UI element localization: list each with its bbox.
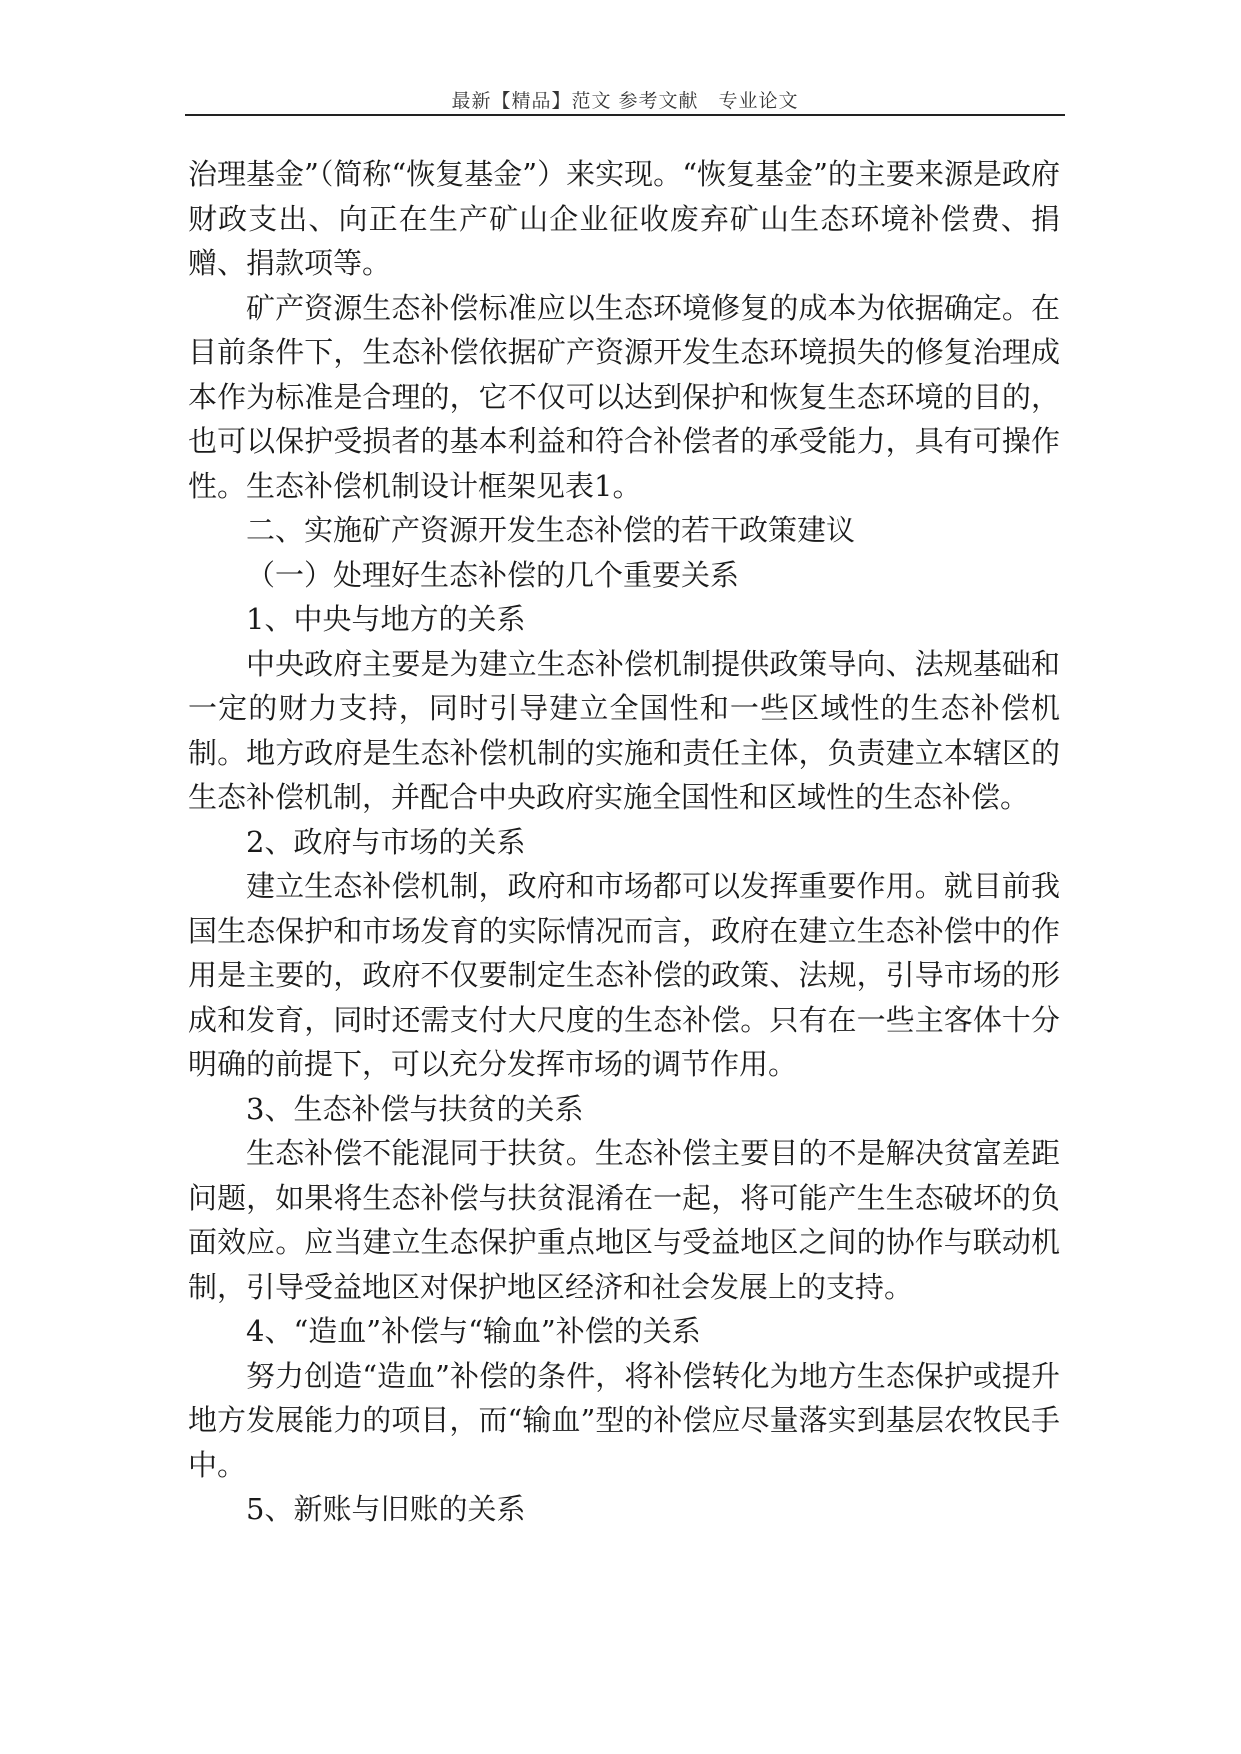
item-heading: 3、生态补偿与扶贫的关系	[246, 1091, 584, 1126]
paragraph: 治理基金”（简称“恢复基金”）来实现。“恢复基金”的主要来源是政府财政支出、向正在生产矿山企业征收废弃矿山生态环境补偿费、捐赠、捐款项等。	[188, 157, 1060, 280]
item-heading: 5、新账与旧账的关系	[246, 1492, 526, 1526]
paragraph: 生态补偿不能混同于扶贫。生态补偿主要目的不是解决贫富差距问题，如果将生态补偿与扶贫混淆在一起，将可能产生生态破坏的负面效应。应当建立生态保护重点地区与受益地区之间的协作与联动机制，引导受益地区对保护地区经济和社会发展上的支持。	[188, 1136, 1060, 1304]
paragraph: 矿产资源生态补偿标准应以生态环境修复的成本为依据确定。在目前条件下，生态补偿依据矿产资源开发生态环境损失的修复治理成本作为标准是合理的，它不仅可以达到保护和恢复生态环境的目的，也可以保护受损者的基本利益和符合补偿者的承受能力，具有可操作性。生态补偿机制设计框架见表1。	[188, 290, 1060, 503]
subsection-heading: （一）处理好生态补偿的几个重要关系	[246, 557, 740, 592]
document-body	[188, 152, 1060, 1532]
paragraph: 建立生态补偿机制，政府和市场都可以发挥重要作用。就目前我国生态保护和市场发育的实际情况而言，政府在建立生态补偿中的作用是主要的，政府不仅要制定生态补偿的政策、法规，引导市场的形成和发育，同时还需支付大尺度的生态补偿。只有在一些主客体十分明确的前提下，可以充分发挥市场的调节作用。	[188, 869, 1060, 1081]
paragraph: 努力创造“造血”补偿的条件，将补偿转化为地方生态保护或提升地方发展能力的项目，而“输血”型的补偿应尽量落实到基层农牧民手中。	[188, 1358, 1060, 1482]
item-heading: 4、“造血”补偿与“输血”补偿的关系	[246, 1314, 701, 1348]
item-heading: 1、中央与地方的关系	[246, 602, 526, 636]
header-divider	[185, 114, 1065, 116]
section-heading: 二、实施矿产资源开发生态补偿的若干政策建议	[246, 513, 856, 547]
item-heading: 2、政府与市场的关系	[246, 824, 526, 859]
paragraph: 中央政府主要是为建立生态补偿机制提供政策导向、法规基础和一定的财力支持，同时引导建立全国性和一些区域性的生态补偿机制。地方政府是生态补偿机制的实施和责任主体，负责建立本辖区的生态补偿机制，并配合中央政府实施全国性和区域性的生态补偿。	[188, 646, 1060, 814]
page-header: 最新【精品】范文 参考文献 专业论文	[451, 90, 799, 112]
